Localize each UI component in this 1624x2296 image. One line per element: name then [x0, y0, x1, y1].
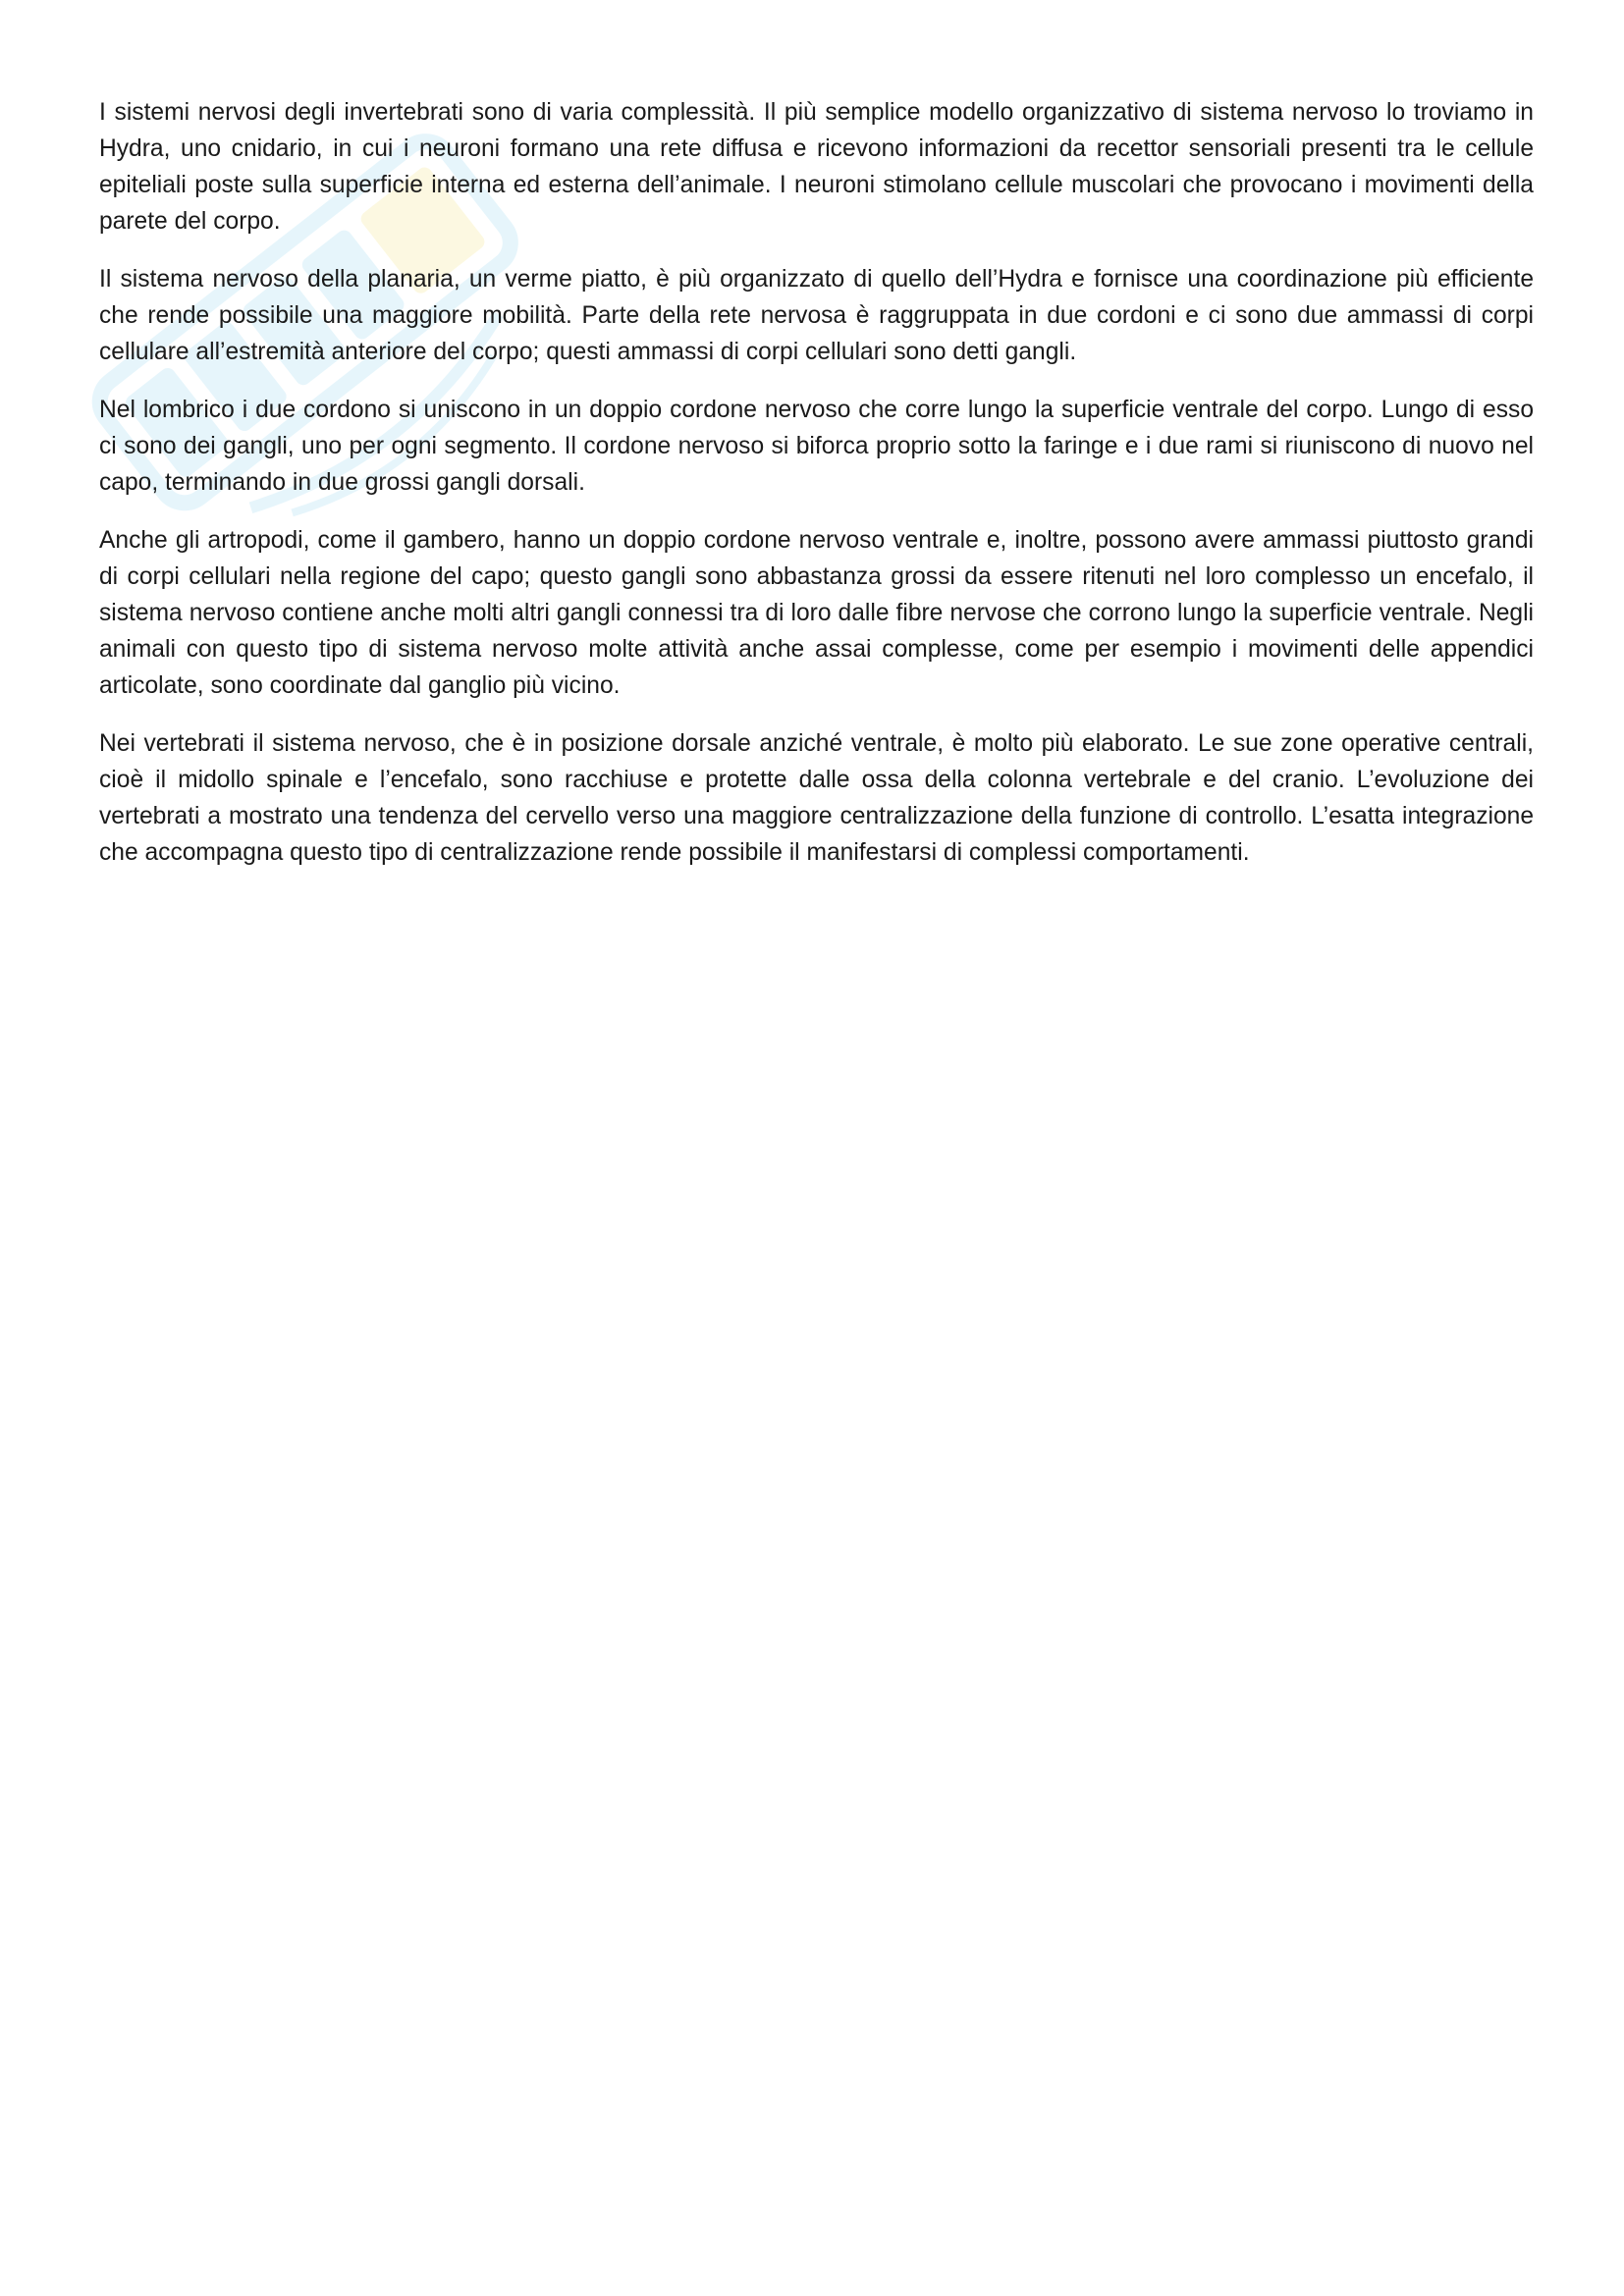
paragraph-planaria: Il sistema nervoso della planaria, un verme piatto, è più organizzato di quello dell’Hydra e fornisce una coordinazione più efficiente che rende possibile una maggiore mobilità. Parte della rete nervosa è raggruppata in due cordoni e ci sono due ammassi di corpi cellulare all’estremità anteriore del corpo; questi ammassi di corpi cellulari sono detti gangli.: [99, 266, 1534, 365]
paragraph-hydra: I sistemi nervosi degli invertebrati sono di varia complessità. Il più semplice modello organizzativo di sistema nervoso lo troviamo in Hydra, uno cnidario, in cui i neuroni formano una rete diffusa e ricevono informazioni da recettor sensoriali presenti tra le cellule epiteliali poste sulla superficie interna ed esterna dell’animale. I neuroni stimolano cellule muscolari che provocano i movimenti della parete del corpo.: [99, 99, 1534, 235]
paragraph-lombrico: Nel lombrico i due cordono si uniscono in un doppio cordone nervoso che corre lungo la superficie ventrale del corpo. Lungo di esso ci sono dei gangli, uno per ogni segmento. Il cordone nervoso si biforca proprio sotto la faringe e i due rami si riuniscono di nuovo nel capo, terminando in due grossi gangli dorsali.: [99, 397, 1534, 496]
document-body: [99, 94, 1534, 892]
paragraph-vertebrati: Nei vertebrati il sistema nervoso, che è in posizione dorsale anziché ventrale, è molto più elaborato. Le sue zone operative centrali, cioè il midollo spinale e l’encefalo, sono racchiuse e protette dalle ossa della colonna vertebrale e del cranio. L’evoluzione dei vertebrati a mostrato una tendenza del cervello verso una maggiore centralizzazione della funzione di controllo. L’esatta integrazione che accompagna questo tipo di centralizzazione rende possibile il manifestarsi di complessi comportamenti.: [99, 730, 1534, 866]
paragraph-artropodi: Anche gli artropodi, come il gambero, hanno un doppio cordone nervoso ventrale e, inoltre, possono avere ammassi piuttosto grandi di corpi cellulari nella regione del capo; questo gangli sono abbastanza grossi da essere ritenuti nel loro complesso un encefalo, il sistema nervoso contiene anche molti altri gangli connessi tra di loro dalle fibre nervose che corrono lungo la superficie ventrale. Negli animali con questo tipo di sistema nervoso molte attività anche assai complesse, come per esempio i movimenti delle appendici articolate, sono coordinate dal ganglio più vicino.: [99, 527, 1534, 699]
